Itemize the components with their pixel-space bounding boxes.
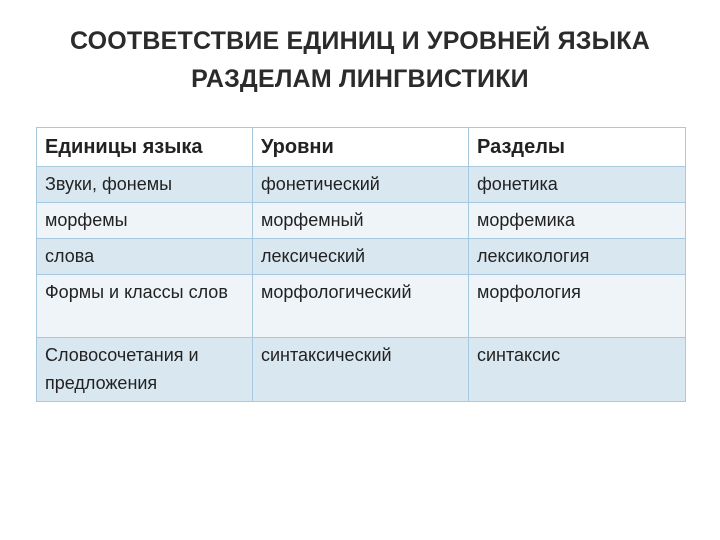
table-row bbox=[37, 167, 686, 203]
table-row bbox=[37, 338, 686, 402]
header-units: Единицы языка bbox=[37, 128, 253, 167]
slide-title bbox=[0, 22, 720, 98]
cell-level: фонетический bbox=[253, 167, 469, 203]
header-levels: Уровни bbox=[253, 128, 469, 167]
table-row bbox=[37, 275, 686, 338]
cell-level: морфемный bbox=[253, 203, 469, 239]
title-line-1: СООТВЕТСТВИЕ ЕДИНИЦ И УРОВНЕЙ ЯЗЫКА bbox=[70, 27, 650, 55]
cell-unit: морфемы bbox=[37, 203, 253, 239]
cell-section: лексикология bbox=[469, 239, 686, 275]
title-line-2: РАЗДЕЛАМ ЛИНГВИСТИКИ bbox=[191, 65, 529, 93]
cell-unit: Звуки, фонемы bbox=[37, 167, 253, 203]
cell-level: синтаксический bbox=[253, 338, 469, 402]
cell-unit: Словосочетания и предложения bbox=[37, 338, 253, 402]
cell-unit: Формы и классы слов bbox=[37, 275, 253, 338]
correspondence-table bbox=[36, 127, 686, 402]
cell-unit: слова bbox=[37, 239, 253, 275]
cell-section: фонетика bbox=[469, 167, 686, 203]
header-sections: Разделы bbox=[469, 128, 686, 167]
cell-level: морфологический bbox=[253, 275, 469, 338]
table-row bbox=[37, 239, 686, 275]
cell-section: синтаксис bbox=[469, 338, 686, 402]
cell-level: лексический bbox=[253, 239, 469, 275]
table-header-row bbox=[37, 128, 686, 167]
cell-section: морфология bbox=[469, 275, 686, 338]
table-row bbox=[37, 203, 686, 239]
cell-section: морфемика bbox=[469, 203, 686, 239]
